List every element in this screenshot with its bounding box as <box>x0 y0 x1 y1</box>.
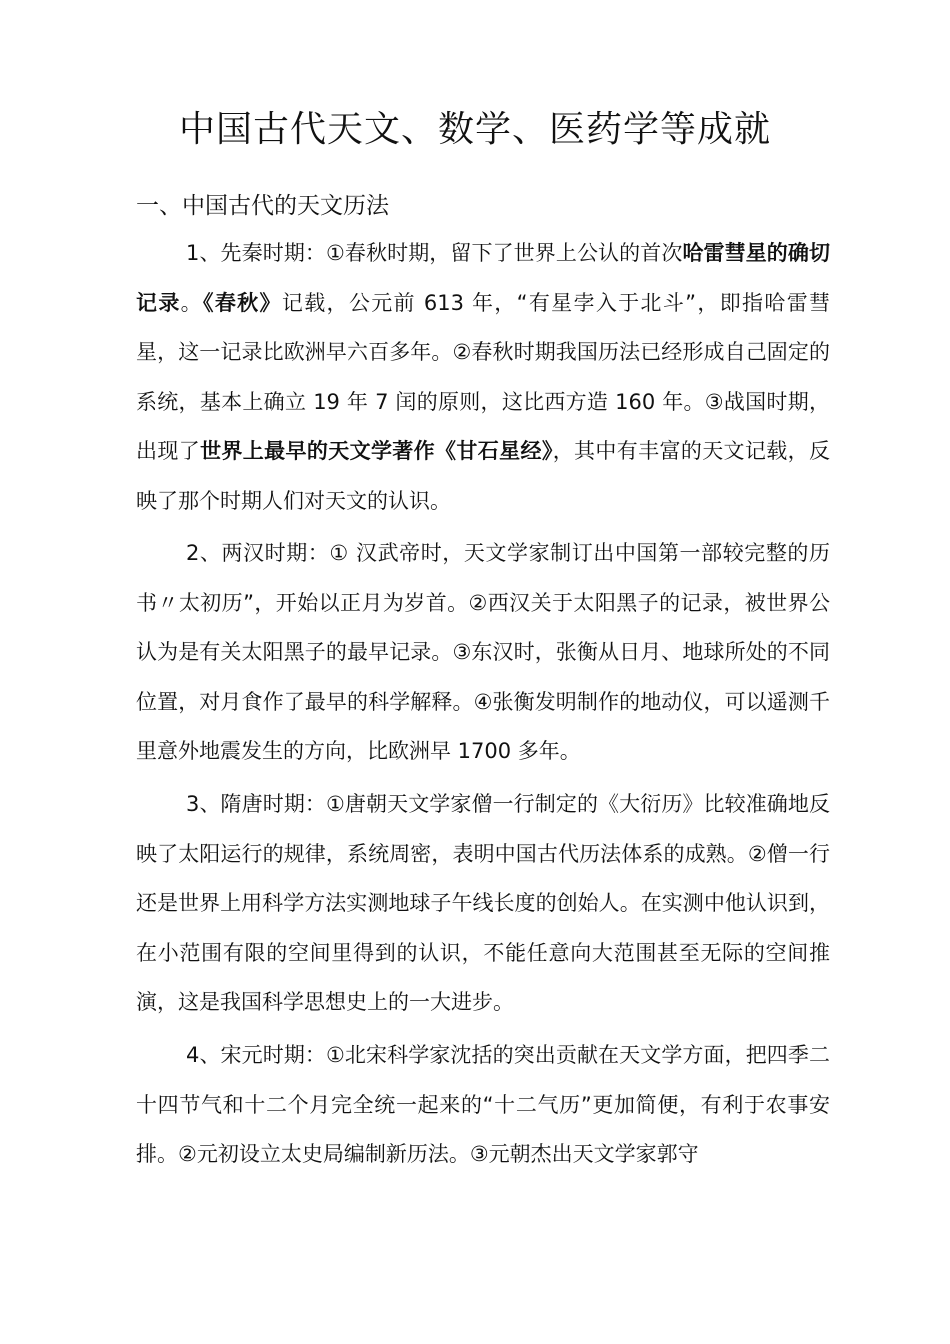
section-heading: 一、中国古代的天文历法 <box>136 193 389 219</box>
text-segment: 记载，公元前 613 年，“有星孛入于北斗”，即指哈雷彗星，这一记录比欧洲早六百多年。②春秋时期我国历法已经形成自己固定的系统，基本上确立 19 年 7 闰的原则，这比西方造 160 年。③战国时期，出现了 <box>136 290 831 464</box>
text-segment: 。 <box>180 290 204 315</box>
bold-segment: 《春秋》 <box>203 290 282 315</box>
text-segment: 1、先秦时期：①春秋时期，留下了世界上公认的首次 <box>186 241 683 265</box>
text-segment: 2、两汉时期：① 汉武帝时，天文学家制订出中国第一部较完整的历书〃太初历”，开始以正月为岁首。②西汉关于太阳黑子的记录，被世界公认为是有关太阳黑子的最早记录。③东汉时，张衡从日月、地球所处的不同位置，对月食作了最早的科学解释。④张衡发明制作的地动仪，可以遥测千里意外地震发生的方向，比欧洲早 1700 多年。 <box>136 541 830 764</box>
paragraph-song-yuan <box>136 1031 830 1180</box>
paragraph-sui-tang <box>136 780 830 1028</box>
bold-segment: 世界上最早的天文学著作《甘石星经》 <box>200 439 553 464</box>
paragraph-pre-qin <box>136 229 830 527</box>
bold-segment: 哈雷彗星的确切记录 <box>136 241 830 315</box>
paragraph-han <box>136 529 830 777</box>
text-segment: 4、宋元时期：①北宋科学家沈括的突出贡献在天文学方面，把四季二十四节气和十二个月完全统一起来的“十二气历”更加简便，有利于农事安排。②元初设立太史局编制新历法。③元朝杰出天文学家郭守 <box>136 1043 830 1167</box>
document-title: 中国古代天文、数学、医药学等成就 <box>178 109 771 150</box>
text-segment: ，其中有丰富的天文记载，反映了那个时期人们对天文的认识。 <box>136 439 830 513</box>
text-segment: 3、隋唐时期：①唐朝天文学家僧一行制定的《大衍历》比较准确地反映了太阳运行的规律，系统周密，表明中国古代历法体系的成熟。②僧一行还是世界上用科学方法实测地球子午线长度的创始人。在实测中他认识到，在小范围有限的空间里得到的认识，不能任意向大范围甚至无际的空间推演，这是我国科学思想史上的一大进步。 <box>136 792 830 1015</box>
